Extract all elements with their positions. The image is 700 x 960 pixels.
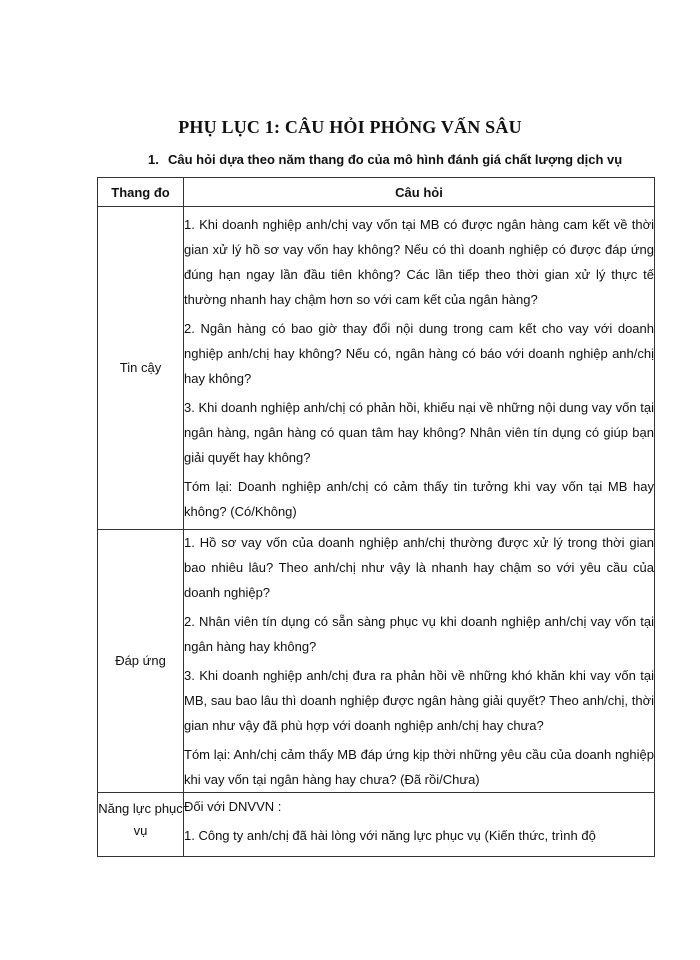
section-number: 1. [148,152,159,167]
table-row [98,207,655,530]
column-header-scale: Thang đo [98,178,184,207]
scale-label: Năng lực phục vụ [98,793,184,857]
question-item: 2. Ngân hàng có bao giờ thay đổi nội dung trong cam kết cho vay với doanh nghiệp anh/chị hay không? Nếu có, ngân hàng có báo với doanh nghiệp anh/chị hay không? [184,321,654,386]
scale-label: Tin cậy [98,207,184,530]
question-item: 1. Công ty anh/chị đã hài lòng với năng lực phục vụ (Kiến thức, trình độ [184,828,596,843]
table-row [98,530,655,793]
section-heading-text: Câu hỏi dựa theo năm thang đo của mô hình đánh giá chất lượng dịch vụ [168,152,623,167]
question-item: 1. Khi doanh nghiệp anh/chị vay vốn tại MB có được ngân hàng cam kết về thời gian xử lý hồ sơ vay vốn hay không? Nếu có thì doanh nghiệp có được đáp ứng đúng hạn ngay lần đầu tiên không? Các lần tiếp theo thời gian xử lý thực tế thường nhanh hay chậm hơn so với cam kết của ngân hàng? [184,217,654,307]
questions-cell [184,530,655,793]
question-item: 2. Nhân viên tín dụng có sẵn sàng phục vụ khi doanh nghiệp anh/chị vay vốn tại ngân hàng hay không? [184,614,654,654]
section-heading [148,152,622,167]
table-header-row [98,178,655,207]
question-item: 1. Hồ sơ vay vốn của doanh nghiệp anh/chị thường được xử lý trong thời gian bao nhiêu lâu? Theo anh/chị như vậy là nhanh hay chậm so với yêu cầu của doanh nghiệp? [184,535,654,600]
page-title: PHỤ LỤC 1: CÂU HỎI PHỎNG VẤN SÂU [178,117,522,137]
column-header-questions: Câu hỏi [184,178,655,207]
summary-question: Tóm lại: Anh/chị cảm thấy MB đáp ứng kịp thời những yêu cầu của doanh nghiệp khi vay vốn tại ngân hàng hay chưa? (Đã rồi/Chưa) [184,747,654,787]
table-row [98,793,655,857]
question-item: 3. Khi doanh nghiệp anh/chị đưa ra phản hồi về những khó khăn khi vay vốn tại MB, sau bao lâu thì doanh nghiệp được ngân hàng giải quyết? Theo anh/chị, thời gian như vậy đã phù hợp với doanh nghiệp anh/chị hay chưa? [184,668,654,733]
question-subheading: Đối với DNVVN : [184,799,282,814]
questions-cell [184,207,655,530]
summary-question: Tóm lại: Doanh nghiệp anh/chị có cảm thấy tin tưởng khi vay vốn tại MB hay không? (Có/Không) [184,479,654,519]
interview-questions-table [97,177,655,857]
questions-cell [184,793,655,857]
question-item: 3. Khi doanh nghiệp anh/chị có phản hồi, khiếu nại về những nội dung vay vốn tại ngân hàng, ngân hàng có quan tâm hay không? Nhân viên tín dụng có giúp bạn giải quyết hay không? [184,400,654,465]
scale-label: Đáp ứng [98,530,184,793]
